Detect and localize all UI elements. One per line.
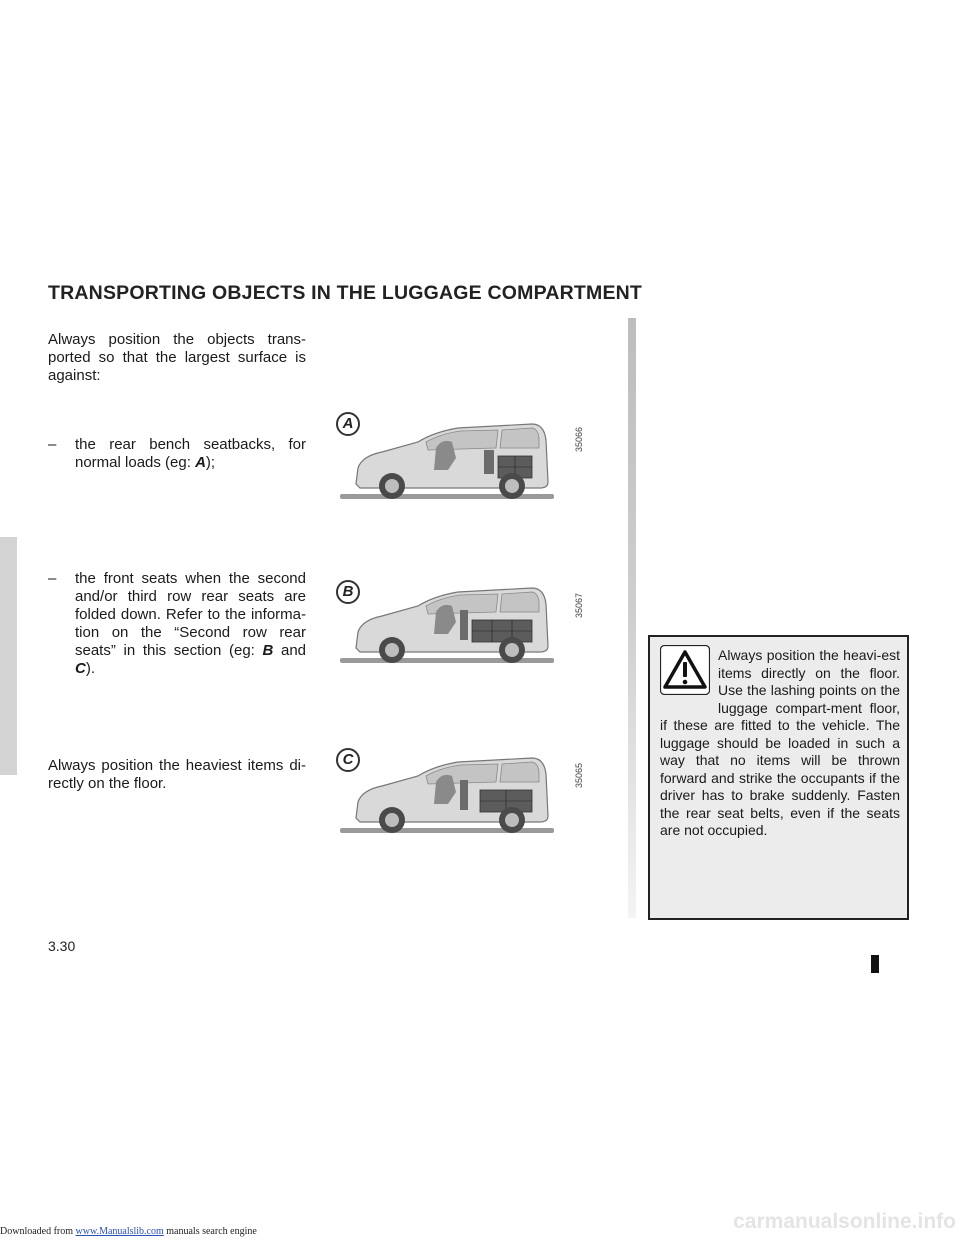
manualslib-link[interactable]: www.Manualslib.com	[75, 1226, 164, 1237]
list-item-text-before: the front seats when the second and/or third row rear seats are folded down. Refer to the informa-tion on the “Second row rear seats” in this section (eg:	[75, 570, 306, 659]
column-divider-bar	[628, 318, 636, 918]
list-item-text-after: ).	[85, 660, 96, 677]
figure-code-b: 35067	[574, 592, 584, 618]
figure-ref-a: A	[195, 454, 206, 471]
warning-text-content: Always position the heavi-est items directly on the floor. Use the lashing points on the luggage compart-ment floor, if these are fitted to the vehicle. The luggage should be loaded in such a way that no items will be thrown forward and strike the occupants if the driver has to brake suddenly. Fasten the rear seat belts, even if the seats are not occupied.	[660, 647, 900, 838]
figure-ref-b: B	[262, 642, 274, 659]
car-illustration-a	[336, 412, 566, 508]
list-item-text	[75, 436, 306, 472]
list-item-text-before: the rear bench seatbacks, for normal loads (eg:	[75, 436, 306, 471]
intro-paragraph: Always position the objects trans-ported so that the largest surface is against:	[48, 331, 306, 384]
figure-letter-c: C	[336, 748, 360, 772]
list-item-front-seats	[48, 570, 306, 678]
figure-c	[336, 748, 596, 844]
section-end-mark	[871, 955, 879, 973]
warning-box	[648, 635, 909, 920]
figure-ref-c: C	[75, 660, 86, 677]
warning-text	[660, 647, 900, 840]
car-illustration-b	[336, 580, 566, 676]
figure-code-a: 35066	[574, 426, 584, 452]
page-title: TRANSPORTING OBJECTS IN THE LUGGAGE COMPARTMENT	[48, 282, 643, 304]
list-dash: –	[48, 570, 57, 587]
figure-letter-b: B	[336, 580, 360, 604]
heavy-items-paragraph: Always position the heaviest items di-rectly on the floor.	[48, 757, 306, 792]
figure-letter-a: A	[336, 412, 360, 436]
car-illustration-c	[336, 748, 566, 844]
section-side-tab	[0, 537, 17, 775]
figure-b	[336, 580, 596, 676]
figure-a	[336, 412, 596, 508]
figure-code-c: 35065	[574, 762, 584, 788]
list-item-text-mid: and	[273, 642, 307, 659]
download-header-prefix: Downloaded from	[0, 1226, 76, 1237]
watermark: carmanualsonline.info	[733, 1210, 956, 1233]
list-item-text-after: );	[205, 454, 216, 471]
download-header-suffix: manuals search engine	[163, 1226, 257, 1237]
download-header	[0, 1226, 257, 1237]
page-number: 3.30	[48, 938, 76, 954]
list-item-text	[75, 570, 306, 678]
list-item-rear-bench	[48, 436, 306, 472]
list-dash: –	[48, 436, 57, 453]
